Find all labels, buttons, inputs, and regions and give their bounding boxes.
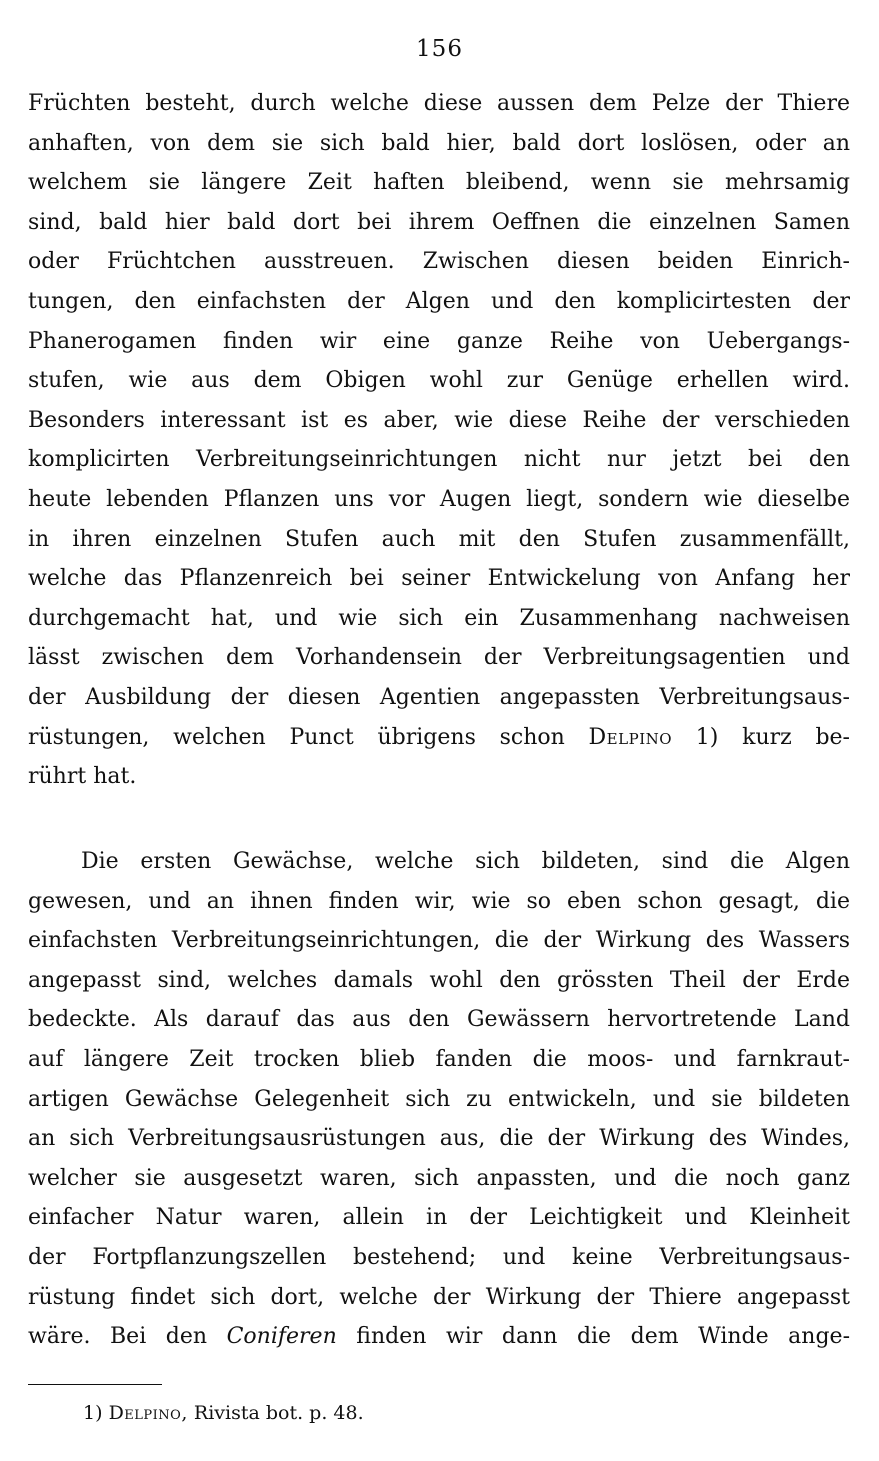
text-line: auf längere Zeit trocken blieb fanden die moos- und farnkraut- [28, 1046, 850, 1072]
text-line: komplicirten Verbreitungseinrichtungen nicht nur jetzt bei den [28, 447, 850, 473]
text-line: welche das Pflanzenreich bei seiner Entwickelung von Anfang her [28, 566, 850, 592]
text-segment: 1) kurz be- [695, 724, 850, 750]
text-line: heute lebenden Pflanzen uns vor Augen liegt, sondern wie dieselbe [28, 486, 850, 512]
paragraph-2 [28, 842, 850, 1357]
page-number: 156 [416, 36, 463, 62]
text-line [28, 718, 850, 758]
text-line: bedeckte. Als darauf das aus den Gewässern hervortretende Land [28, 1007, 850, 1033]
paragraph-1 [28, 84, 850, 797]
text-line: durchgemacht hat, und wie sich ein Zusammenhang nachweisen [28, 605, 850, 631]
text-line: oder Früchtchen ausstreuen. Zwischen diesen beiden Einrich- [28, 249, 850, 275]
text-line [28, 1317, 850, 1357]
text-line: gewesen, und an ihnen finden wir, wie so eben schon gesagt, die [28, 888, 850, 914]
footnote-marker: 1) [83, 1402, 103, 1424]
text-segment: wäre. Bei den [28, 1324, 208, 1350]
text-line: Besonders interessant ist es aber, wie diese Reihe der verschieden [28, 407, 850, 433]
text-segment: finden wir dann die dem Winde ange- [356, 1324, 850, 1350]
text-line: einfachsten Verbreitungseinrichtungen, die der Wirkung des Wassers [28, 928, 850, 954]
text-line: an sich Verbreitungsausrüstungen aus, die der Wirkung des Windes, [28, 1126, 850, 1152]
footnote-divider [28, 1384, 162, 1385]
text-line: stufen, wie aus dem Obigen wohl zur Genüge erhellen wird. [28, 368, 850, 394]
footnote [83, 1402, 364, 1424]
text-line: welchem sie längere Zeit haften bleibend, wenn sie mehrsamig [28, 170, 850, 196]
italic-term: Coniferen [226, 1324, 337, 1350]
text-line: angepasst sind, welches damals wohl den grössten Theil der Erde [28, 967, 850, 993]
text-line: tungen, den einfachsten der Algen und den komplicirtesten der [28, 288, 850, 314]
text-line: rührt hat. [28, 764, 137, 790]
text-line: artigen Gewächse Gelegenheit sich zu entwickeln, und sie bildeten [28, 1086, 850, 1112]
text-line: Phanerogamen finden wir eine ganze Reihe von Uebergangs- [28, 328, 850, 354]
author-name: Delpino [588, 724, 673, 750]
text-line: welcher sie ausgesetzt waren, sich anpassten, und die noch ganz [28, 1165, 850, 1191]
text-line: einfacher Natur waren, allein in der Leichtigkeit und Kleinheit [28, 1205, 850, 1231]
text-line: in ihren einzelnen Stufen auch mit den Stufen zusammenfällt, [28, 526, 850, 552]
footnote-author: Delpino, [108, 1402, 188, 1424]
text-line: der Fortpflanzungszellen bestehend; und keine Verbreitungsaus- [28, 1244, 850, 1270]
text-line: Die ersten Gewächse, welche sich bildeten, sind die Algen [81, 849, 850, 874]
text-line: Früchten besteht, durch welche diese aussen dem Pelze der Thiere [28, 91, 850, 116]
text-line: anhaften, von dem sie sich bald hier, bald dort loslösen, oder an [28, 130, 850, 156]
text-line: lässt zwischen dem Vorhandensein der Verbreitungsagentien und [28, 645, 850, 671]
footnote-text: Rivista bot. p. 48. [193, 1402, 364, 1424]
text-segment: rüstungen, welchen Punct übrigens schon [28, 724, 565, 750]
text-line: der Ausbildung der diesen Agentien angepassten Verbreitungsaus- [28, 684, 850, 710]
text-line: sind, bald hier bald dort bei ihrem Oeffnen die einzelnen Samen [28, 209, 850, 235]
text-line: rüstung findet sich dort, welche der Wirkung der Thiere angepasst [28, 1284, 850, 1310]
